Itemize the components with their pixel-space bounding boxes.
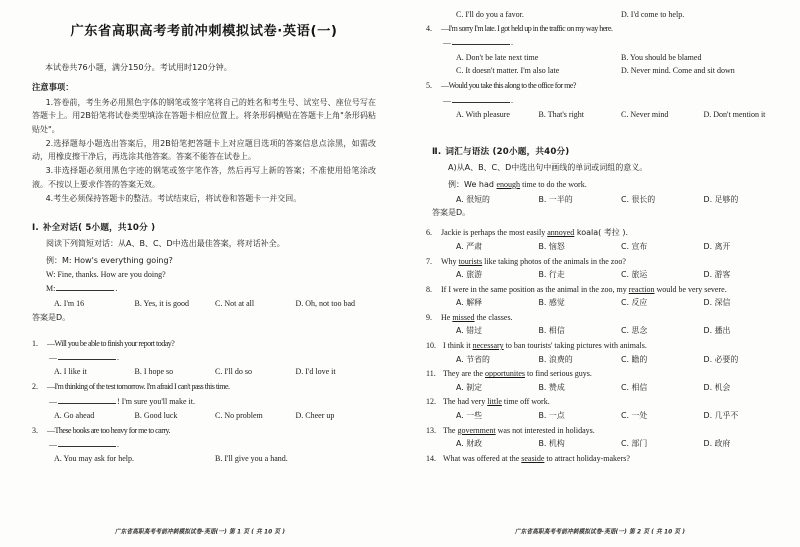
option-b[interactable]: B. Yes, it is good	[134, 298, 189, 308]
question-reply-line: — .	[443, 38, 513, 48]
question-stem	[426, 226, 786, 239]
option-c[interactable]: C. 思念	[621, 326, 648, 336]
option-c[interactable]: C. 瞻的	[621, 354, 648, 364]
option-b[interactable]: B. I hope so	[134, 367, 174, 377]
option-b[interactable]: B. You should be blamed	[621, 52, 702, 62]
option-a[interactable]: A. With pleasure	[456, 109, 510, 119]
question-text: The government was not interested in holidays.	[443, 425, 595, 435]
option-b[interactable]: B. Good luck	[134, 410, 178, 420]
option-a[interactable]: A. 解释	[456, 298, 483, 308]
option-c[interactable]: C. 旅运	[621, 269, 648, 279]
question-7	[426, 255, 786, 282]
option-a[interactable]: A. 一些	[456, 410, 483, 420]
option-c[interactable]: C. No problem	[215, 410, 263, 420]
question-options	[426, 296, 786, 310]
option-b[interactable]: B. I'll give you a hand.	[215, 454, 288, 464]
question-3	[32, 424, 376, 467]
option-a[interactable]: A. I like it	[54, 367, 87, 377]
option-a[interactable]: A. 制定	[456, 382, 483, 392]
question-stem	[426, 424, 786, 437]
section-two-heading	[432, 145, 786, 157]
question-reply-line: — ! I'm sure you'll make it.	[49, 396, 195, 406]
question-number: 8.	[426, 284, 432, 294]
underlined-word: enough	[496, 179, 521, 189]
question-9	[426, 311, 786, 338]
option-a[interactable]: A. 旅游	[456, 269, 483, 279]
question-13	[426, 424, 786, 451]
notice-item: 3.非选择题必须用黑色字迹的钢笔或签字笔作答，然后再写上新的答案；不准使用铅笔涂改液。不按以上要求作答的答案无效。	[32, 166, 376, 189]
question-options	[426, 437, 786, 451]
question-options	[426, 240, 786, 254]
question-number: 7.	[426, 256, 432, 266]
question-5	[426, 79, 786, 122]
option-b[interactable]: B. 感觉	[538, 298, 565, 308]
example-options	[32, 297, 376, 311]
option-b[interactable]: B. 浪费的	[538, 354, 573, 364]
answer-blank	[58, 440, 116, 447]
option-a[interactable]: A. 严肃	[456, 241, 483, 251]
question-4	[426, 22, 786, 78]
option-a[interactable]: A. 节省的	[456, 354, 490, 364]
option-d[interactable]: D. 游客	[703, 269, 731, 279]
option-d[interactable]: D. 离开	[703, 241, 731, 251]
question-reply-line: — .	[49, 353, 119, 363]
option-d[interactable]: D. 足够的	[703, 194, 739, 204]
option-a[interactable]: A. You may ask for help.	[54, 454, 134, 464]
question-stem	[426, 452, 786, 465]
option-d[interactable]: D. I'd love it	[295, 367, 336, 377]
question-options	[426, 409, 786, 423]
exam-subtitle: 本试卷共76小题，满分150分。考试用时120分钟。	[44, 62, 232, 72]
option-c[interactable]: C. I'll do you a favor.	[456, 10, 524, 19]
option-b[interactable]: B. 赞成	[538, 382, 565, 392]
question-stem	[426, 311, 786, 324]
question-text: If I were in the same position as the animal in the zoo, my reaction would be very severe.	[441, 284, 727, 294]
question-stem	[32, 424, 376, 437]
section-one-numeral: Ⅰ.	[32, 223, 39, 234]
question-options	[32, 365, 376, 379]
question-stem	[32, 380, 376, 393]
question-reply-line: — .	[443, 95, 513, 105]
section-two-example: 例：We had enough time to do the work.	[448, 179, 587, 189]
section-two-numeral: Ⅱ.	[432, 146, 442, 157]
option-d[interactable]: D. I'd come to help.	[621, 10, 685, 19]
section-two-example-answer: 答案是D。	[432, 208, 471, 218]
question-number: 5.	[426, 81, 432, 91]
option-c[interactable]: C. 很长的	[621, 194, 656, 204]
example-line-m2: M: .	[46, 283, 118, 293]
notice-item: 4.考生必须保持答题卡的整洁。考试结束后，将试卷和答题卡一并交回。	[45, 193, 302, 203]
question-options-row2	[426, 64, 786, 78]
section-two-part-a: A)从A、B、C、D中选出句中画线的单词或词组的意义。	[448, 162, 648, 172]
option-c[interactable]: C. 一处	[621, 410, 648, 420]
option-b[interactable]: B. 行走	[538, 269, 565, 279]
question-options	[426, 108, 786, 122]
question-options	[426, 381, 786, 395]
example-answer: 答案是D。	[32, 312, 71, 322]
option-a[interactable]: A. I'm 16	[54, 298, 85, 308]
underlined-word: little	[487, 397, 502, 407]
page-footer-right: 广东省高职高考考前冲刺模拟试卷·英语(一) 第 2 页 ( 共 10 页 )	[514, 528, 686, 536]
option-c[interactable]: C. It doesn't matter. I'm also late	[456, 66, 560, 76]
question-stem	[426, 367, 786, 380]
page-right	[400, 0, 800, 547]
question-stem	[426, 283, 786, 296]
question-options	[426, 268, 786, 282]
question-number: 14.	[426, 453, 436, 463]
question-text: I think it necessary to ban tourists' taking pictures with animals.	[443, 341, 647, 351]
question-number: 4.	[426, 23, 432, 33]
question-options	[426, 353, 786, 367]
underlined-word: annoyed	[547, 228, 575, 238]
option-c[interactable]: C. I'll do so	[215, 367, 252, 377]
option-c[interactable]: C. 部门	[621, 439, 648, 449]
question-options	[32, 452, 376, 466]
option-d[interactable]: D. 几乎不	[703, 410, 739, 420]
question-text: They are the opportunites to find serious guys.	[443, 369, 592, 379]
question-3-options-cont	[426, 8, 786, 22]
underlined-word: tourists	[458, 256, 483, 266]
option-a[interactable]: A. 财政	[456, 439, 483, 449]
question-text: —I'm sorry I'm late. I got held up in the traffic on my way here.	[441, 23, 613, 33]
option-d[interactable]: D. Never mind. Come and sit down	[621, 66, 735, 76]
section-one-instruction: 阅读下列简短对话：从A、B、C、D中选出最佳答案，将对话补全。	[46, 239, 285, 249]
section-two-example-options	[426, 193, 786, 207]
page-title: 广东省高职高考考前冲刺模拟试卷·英语(一)	[70, 24, 338, 39]
question-6	[426, 226, 786, 253]
option-d[interactable]: D. 必要的	[703, 354, 739, 364]
question-options	[32, 409, 376, 423]
option-d[interactable]: D. 政府	[703, 439, 731, 449]
question-text: Why tourists like taking photos of the animals in the zoo?	[441, 256, 626, 266]
option-d[interactable]: D. Don't mention it	[703, 109, 766, 119]
option-c[interactable]: C. Not at all	[215, 298, 255, 308]
answer-blank	[56, 284, 114, 291]
answer-blank	[452, 39, 510, 46]
option-a[interactable]: A. 错过	[456, 326, 483, 336]
question-number: 3.	[32, 425, 38, 435]
option-d[interactable]: D. 深信	[703, 298, 731, 308]
question-2	[32, 380, 376, 423]
question-number: 1.	[32, 338, 38, 348]
underlined-word: opportunites	[484, 369, 525, 379]
option-b[interactable]: B. 机构	[538, 439, 565, 449]
question-stem	[32, 337, 376, 350]
answer-blank	[452, 96, 510, 103]
question-text: What was offered at the seaside to attract holiday-makers?	[443, 453, 630, 463]
option-a[interactable]: A. 很短的	[456, 194, 490, 204]
option-d[interactable]: D. Oh, not too bad	[295, 298, 356, 308]
question-stem	[426, 22, 786, 35]
question-10	[426, 339, 786, 366]
underlined-word: necessary	[472, 341, 504, 351]
option-d[interactable]: D. 播出	[703, 326, 731, 336]
section-one-heading	[32, 221, 376, 233]
question-14	[426, 452, 786, 465]
question-options	[426, 324, 786, 338]
question-stem	[426, 395, 786, 408]
notice-item: 2.选择题每小题选出答案后，用2B铅笔把答题卡上对应题目选项的答案信息点涂黑，如需改动，用橡皮擦干净后，再选涂其他答案。答案不能答在试卷上。	[32, 138, 376, 162]
question-text: —Will you be able to finish your report today?	[47, 338, 175, 348]
question-1	[32, 337, 376, 380]
question-stem	[426, 339, 786, 352]
question-12	[426, 395, 786, 422]
question-reply-line: — .	[49, 440, 119, 450]
section-two-title: 词汇与语法 (20小题，共40分)	[445, 146, 570, 157]
question-number: 11.	[426, 369, 436, 379]
option-c[interactable]: C. Never mind	[621, 109, 669, 119]
option-d[interactable]: D. Cheer up	[295, 410, 335, 420]
underlined-word: reaction	[628, 284, 655, 294]
question-number: 2.	[32, 382, 38, 392]
question-text: —These books are too heavy for me to carry.	[47, 425, 171, 435]
question-options	[426, 51, 786, 65]
notice-item: 1.答卷前，考生务必用黑色字体的钢笔或签字笔将自己的姓名和考生号、试室号、座位号写在答题卡上。用2B铅笔将试卷类型填涂在答题卡相应位置上。将条形码横贴在答题卡上角"条形码粘贴处"。	[32, 98, 376, 134]
option-a[interactable]: A. Don't be late next time	[456, 52, 539, 62]
answer-blank	[58, 397, 116, 404]
question-number: 9.	[426, 312, 432, 322]
page-footer-left: 广东省高职高考考前冲刺模拟试卷·英语(一) 第 1 页 ( 共 10 页 )	[114, 528, 286, 536]
option-b[interactable]: B. 相信	[538, 326, 565, 336]
question-text: —I'm thinking of the test tomorrow. I'm afraid I can't pass this time.	[47, 382, 230, 392]
option-b[interactable]: B. That's right	[538, 109, 585, 119]
question-number: 13.	[426, 425, 436, 435]
question-11	[426, 367, 786, 394]
answer-blank	[58, 353, 116, 360]
option-c[interactable]: C. 反应	[621, 298, 648, 308]
question-number: 12.	[426, 397, 436, 407]
underlined-word: missed	[452, 312, 475, 322]
option-b[interactable]: B. 恼怒	[538, 241, 565, 251]
question-number: 6.	[426, 228, 432, 238]
question-number: 10.	[426, 341, 436, 351]
example-line-m1: 例：M: How's everything going?	[46, 256, 173, 266]
option-c[interactable]: C. 宣布	[621, 241, 648, 251]
option-b[interactable]: B. 一半的	[538, 194, 573, 204]
option-d[interactable]: D. 机会	[703, 382, 731, 392]
section-one-title: 补全对话( 5小题，共10分 )	[42, 223, 156, 234]
question-text: He missed the classes.	[441, 312, 513, 322]
question-8	[426, 283, 786, 310]
underlined-word: government	[457, 425, 496, 435]
question-text: The had very little time off work.	[443, 397, 550, 407]
option-b[interactable]: B. 一点	[538, 410, 565, 420]
underlined-word: seaside	[521, 453, 545, 463]
option-a[interactable]: A. Go ahead	[54, 410, 95, 420]
example-line-w: W: Fine, thanks. How are you doing?	[46, 269, 166, 279]
notice-heading: 注意事项：	[32, 82, 74, 93]
question-text: —Would you take this along to the office for me?	[441, 81, 576, 91]
question-stem	[426, 255, 786, 268]
question-stem	[426, 79, 786, 92]
option-c[interactable]: C. 相信	[621, 382, 648, 392]
question-text: Jackie is perhaps the most easily annoyed koala( 考拉 ).	[441, 228, 628, 238]
